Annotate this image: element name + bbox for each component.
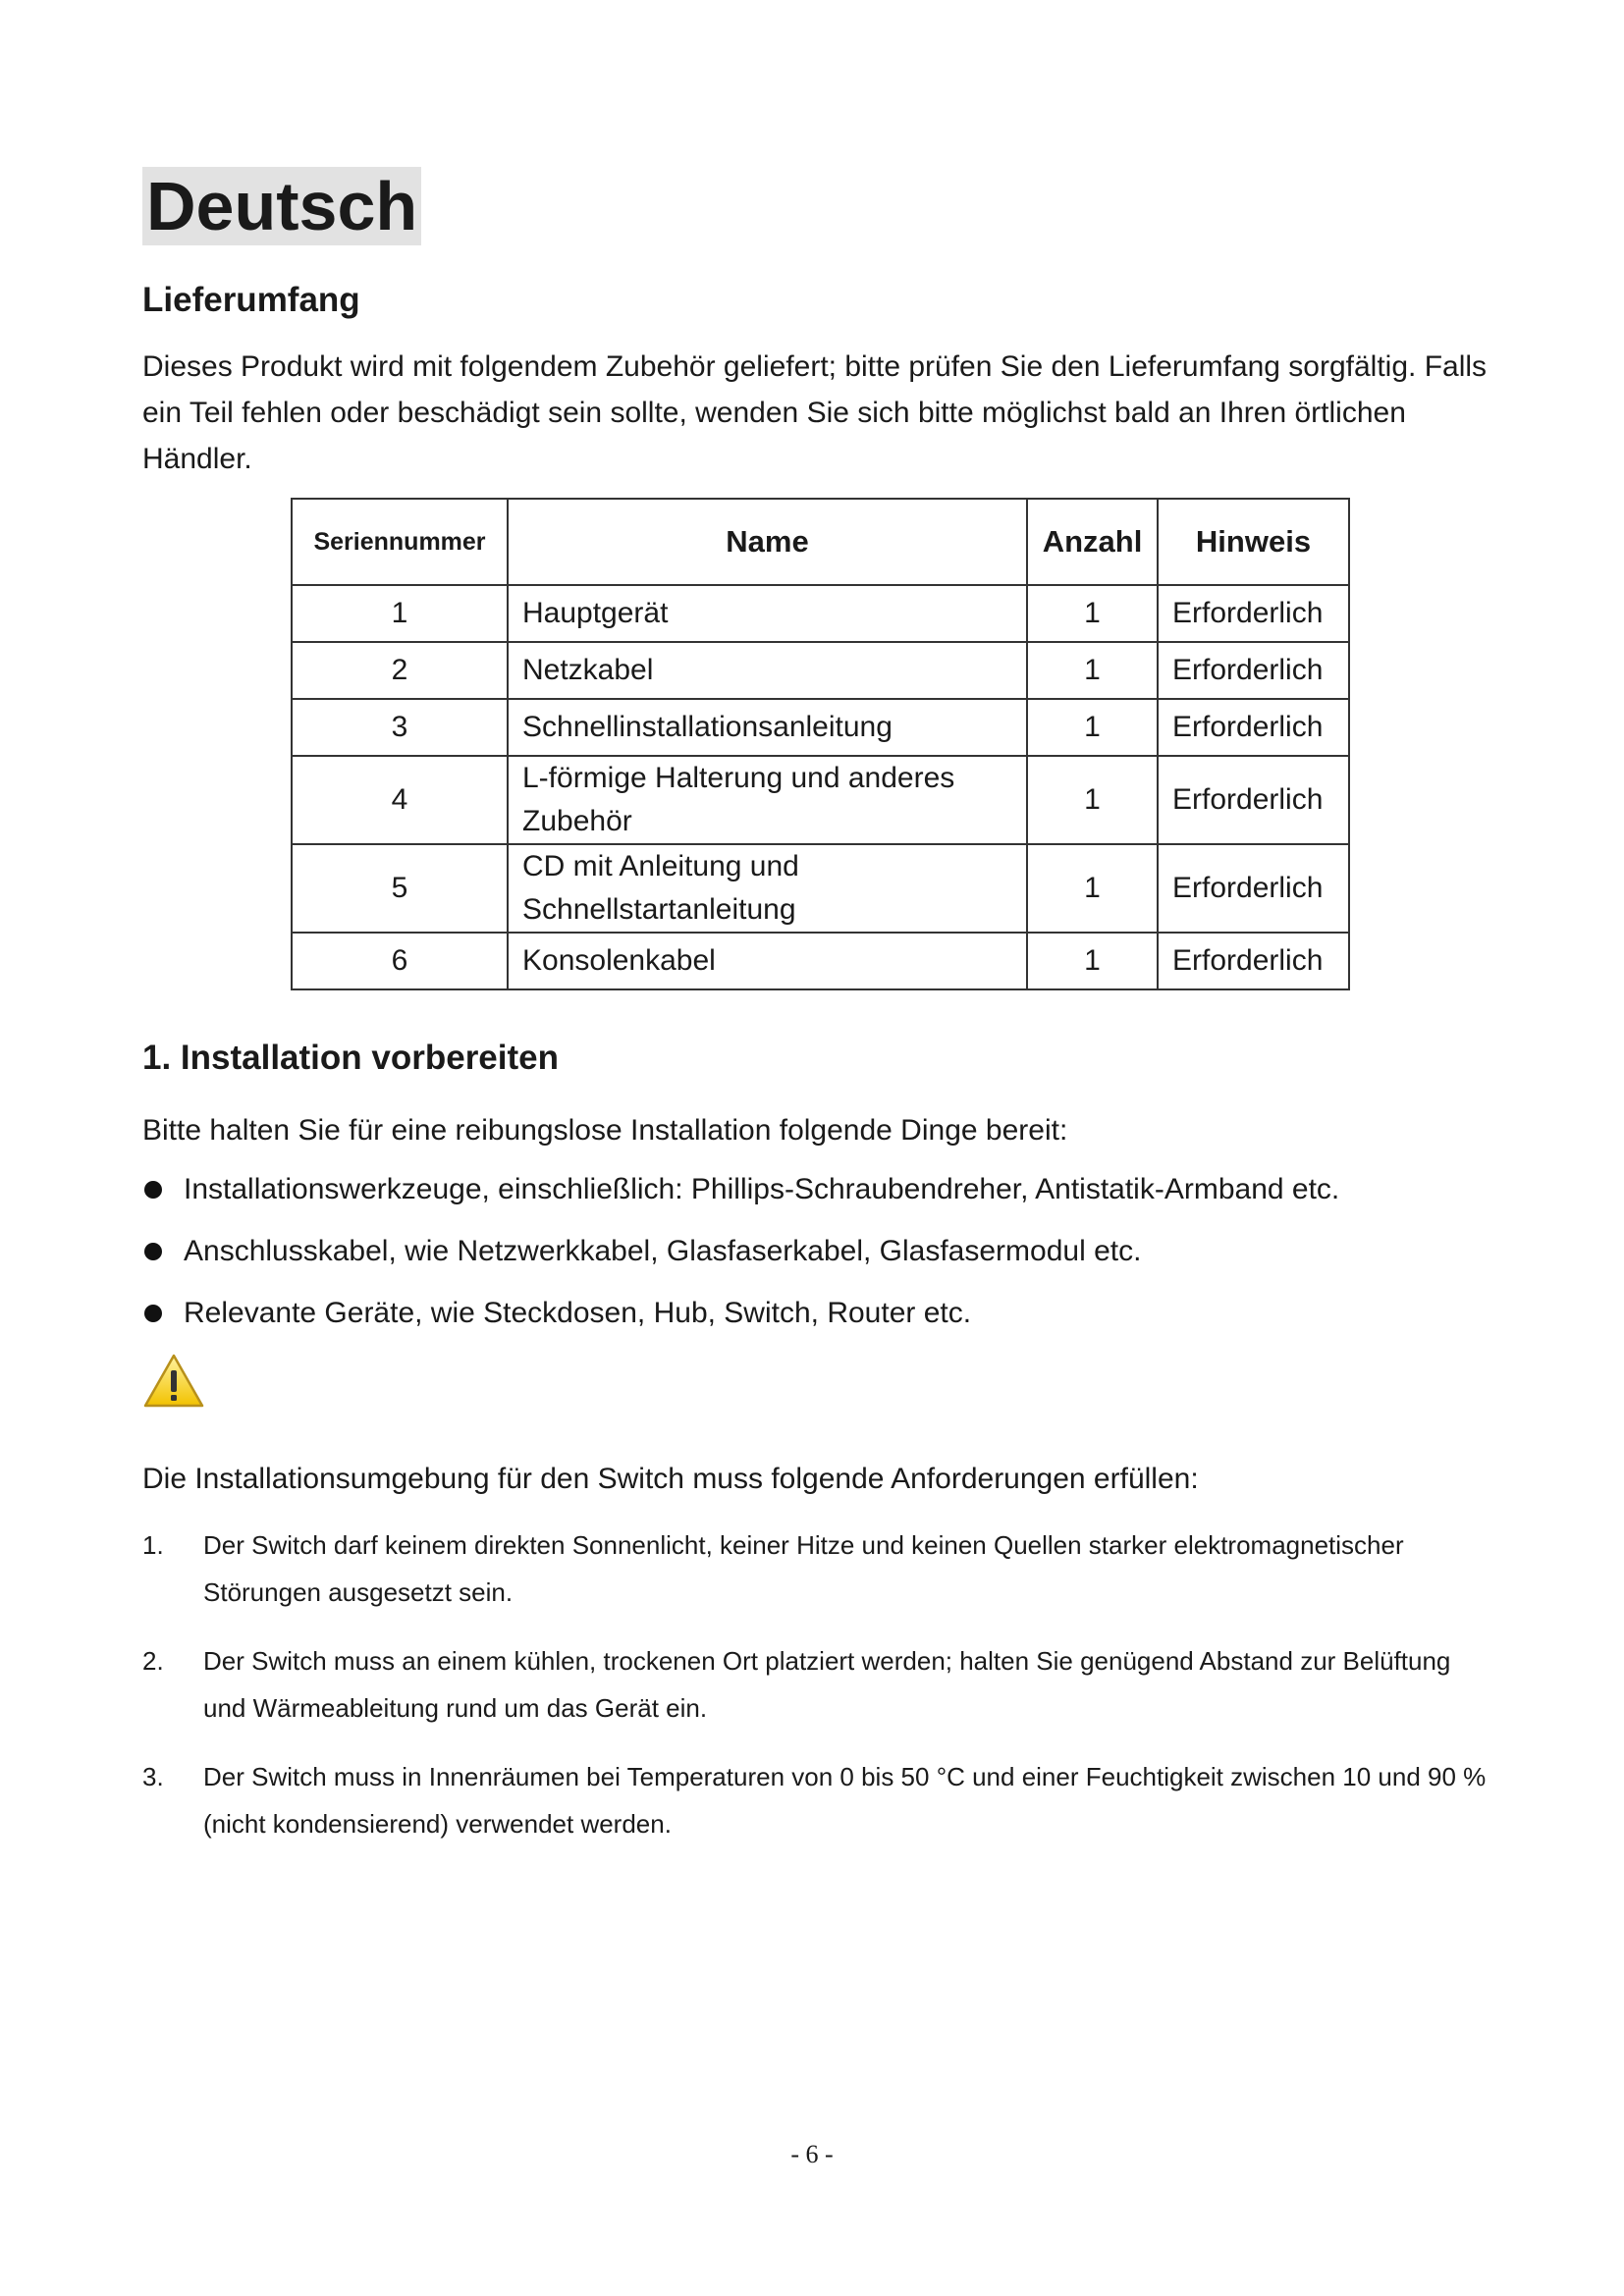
language-title: Deutsch — [142, 167, 421, 245]
table-row — [292, 585, 1349, 642]
quantity-cell: 1 — [1027, 933, 1158, 989]
list-item-text: Der Switch muss in Innenräumen bei Temperaturen von 0 bis 50 °C und einer Feuchtigkeit zwischen 10 und 90 % (nicht kondensierend) verwendet werden. — [203, 1762, 1487, 1839]
serial-cell: 4 — [292, 756, 508, 844]
requirements-list — [142, 1522, 1497, 1869]
page-number: - 6 - — [790, 2140, 834, 2168]
bullet-icon — [144, 1305, 162, 1322]
delivery-intro: Dieses Produkt wird mit folgendem Zubehör geliefert; bitte prüfen Sie den Lieferumfang sorgfältig. Falls ein Teil fehlen oder beschädigt sein sollte, wenden Sie sich bitte möglichst bald an Ihren örtlichen Händler. — [142, 350, 1488, 475]
column-header: Seriennummer — [292, 499, 508, 585]
environment-intro: Die Installationsumgebung für den Switch muss folgende Anforderungen erfüllen: — [142, 1463, 1199, 1495]
table-row — [292, 642, 1349, 699]
note-cell: Erforderlich — [1158, 642, 1349, 699]
installation-heading: 1. Installation vorbereiten — [142, 1039, 559, 1077]
table-row — [292, 844, 1349, 933]
delivery-heading: Lieferumfang — [142, 281, 360, 319]
quantity-cell: 1 — [1027, 699, 1158, 756]
column-header: Anzahl — [1027, 499, 1158, 585]
table-row — [292, 933, 1349, 989]
table-row — [292, 699, 1349, 756]
name-cell: CD mit Anleitung und Schnellstartanleitung — [508, 844, 1027, 933]
list-item-text: Anschlusskabel, wie Netzwerkkabel, Glasfaserkabel, Glasfasermodul etc. — [184, 1235, 1142, 1267]
bullet-icon — [144, 1243, 162, 1260]
item-number: 1. — [142, 1530, 164, 1560]
list-item-text: Relevante Geräte, wie Steckdosen, Hub, Switch, Router etc. — [184, 1297, 972, 1329]
list-item — [142, 1166, 1339, 1228]
list-item — [142, 1753, 1497, 1847]
item-number: 3. — [142, 1762, 164, 1791]
list-item — [142, 1228, 1339, 1290]
list-item — [142, 1290, 1339, 1352]
note-cell: Erforderlich — [1158, 585, 1349, 642]
list-item-text: Installationswerkzeuge, einschließlich: Phillips-Schraubendreher, Antistatik-Armband etc. — [184, 1173, 1340, 1205]
name-cell: Hauptgerät — [508, 585, 1027, 642]
name-cell: L-förmige Halterung und anderes Zubehör — [508, 756, 1027, 844]
quantity-cell: 1 — [1027, 642, 1158, 699]
name-cell: Netzkabel — [508, 642, 1027, 699]
item-number: 2. — [142, 1646, 164, 1676]
table-header-row — [292, 499, 1349, 585]
delivery-table — [291, 498, 1350, 990]
list-item-text: Der Switch darf keinem direkten Sonnenlicht, keiner Hitze und keinen Quellen starker elektromagnetischer Störungen ausgesetzt sein. — [203, 1530, 1404, 1607]
quantity-cell: 1 — [1027, 585, 1158, 642]
serial-cell: 1 — [292, 585, 508, 642]
serial-cell: 2 — [292, 642, 508, 699]
note-cell: Erforderlich — [1158, 756, 1349, 844]
quantity-cell: 1 — [1027, 844, 1158, 933]
list-item — [142, 1637, 1497, 1732]
serial-cell: 6 — [292, 933, 508, 989]
preparation-list — [142, 1166, 1339, 1352]
serial-cell: 3 — [292, 699, 508, 756]
note-cell: Erforderlich — [1158, 844, 1349, 933]
column-header: Name — [508, 499, 1027, 585]
list-item-text: Der Switch muss an einem kühlen, trockenen Ort platziert werden; halten Sie genügend Abstand zur Belüftung und Wärmeableitung rund um das Gerät ein. — [203, 1646, 1451, 1723]
list-item — [142, 1522, 1497, 1616]
note-cell: Erforderlich — [1158, 699, 1349, 756]
serial-cell: 5 — [292, 844, 508, 933]
preparation-intro: Bitte halten Sie für eine reibungslose Installation folgende Dinge bereit: — [142, 1114, 1068, 1147]
name-cell: Schnellinstallationsanleitung — [508, 699, 1027, 756]
table-row — [292, 756, 1349, 844]
warning-triangle-icon — [142, 1353, 205, 1410]
note-cell: Erforderlich — [1158, 933, 1349, 989]
quantity-cell: 1 — [1027, 756, 1158, 844]
column-header: Hinweis — [1158, 499, 1349, 585]
bullet-icon — [144, 1181, 162, 1199]
name-cell: Konsolenkabel — [508, 933, 1027, 989]
